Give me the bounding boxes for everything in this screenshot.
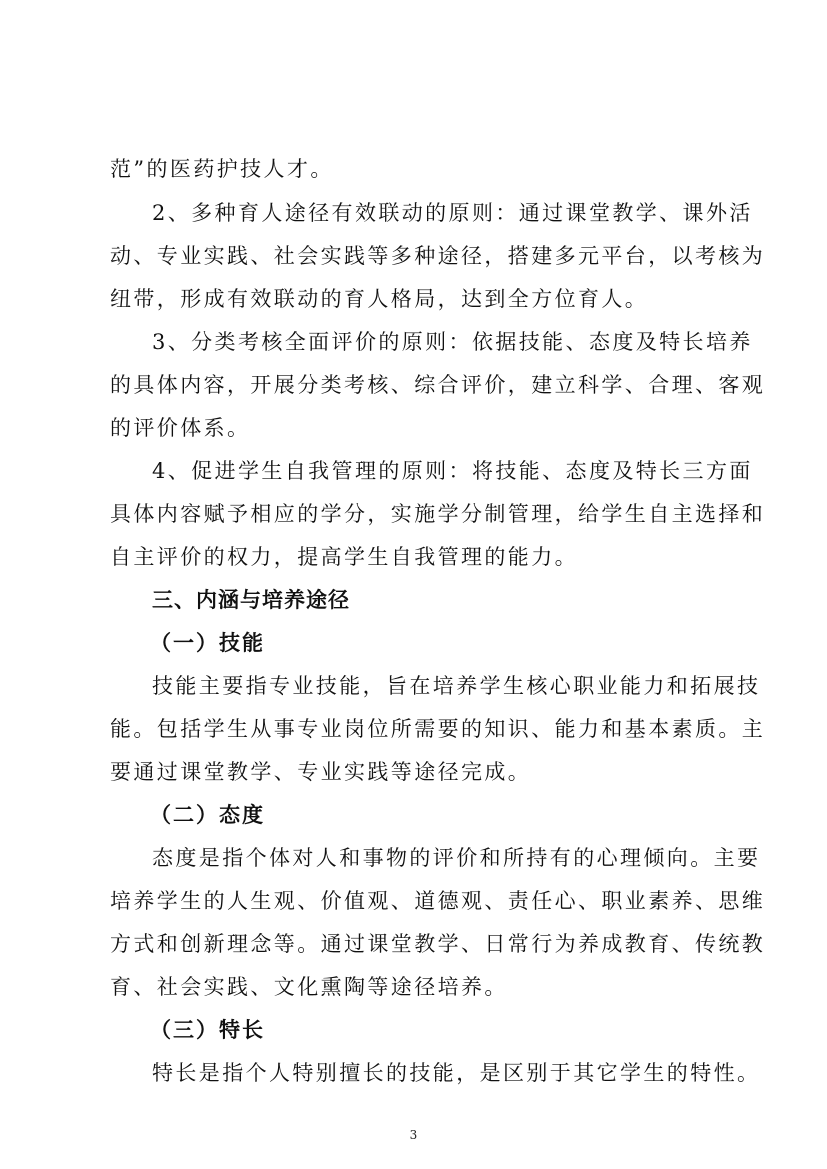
paragraph-line: 的评价体系。 (110, 416, 251, 440)
subsection-heading: （一）技能 (150, 631, 265, 655)
paragraph-line: 的具体内容，开展分类考核、综合评价，建立科学、合理、客观 (110, 373, 766, 397)
paragraph-line: 特长是指个人特别擅长的技能，是区别于其它学生的特性。 (152, 1061, 761, 1085)
paragraph-line: 纽带，形成有效联动的育人格局，达到全方位育人。 (110, 287, 649, 311)
paragraph-line: 态度是指个体对人和事物的评价和所持有的心理倾向。主要 (152, 846, 761, 870)
paragraph-line: 2、多种育人途径有效联动的原则：通过课堂教学、课外活 (152, 201, 753, 225)
section-heading: 三、内涵与培养途径 (152, 588, 350, 612)
paragraph-line: 方式和创新理念等。通过课堂教学、日常行为养成教育、传统教 (110, 932, 766, 956)
paragraph-line: 4、促进学生自我管理的原则：将技能、态度及特长三方面 (152, 459, 753, 483)
paragraph-line: 具体内容赋予相应的学分，实施学分制管理，给学生自主选择和 (110, 502, 766, 526)
page-number: 3 (409, 1128, 418, 1142)
subsection-heading: （二）态度 (150, 803, 265, 827)
paragraph-line: 要通过课堂教学、专业实践等途径完成。 (110, 760, 532, 784)
paragraph-line: 能。包括学生从事专业岗位所需要的知识、能力和基本素质。主 (110, 717, 766, 741)
paragraph-line: 育、社会实践、文化熏陶等途径培养。 (110, 975, 508, 999)
paragraph-line: 技能主要指专业技能，旨在培养学生核心职业能力和拓展技 (152, 674, 761, 698)
paragraph-line: 培养学生的人生观、价值观、道德观、责任心、职业素养、思维 (110, 889, 766, 913)
paragraph-line: 自主评价的权力，提高学生自我管理的能力。 (110, 545, 578, 569)
paragraph-line: 范”的医药护技人才。 (110, 157, 334, 181)
paragraph-line: 动、专业实践、社会实践等多种途径，搭建多元平台，以考核为 (110, 244, 766, 268)
subsection-heading: （三）特长 (150, 1018, 265, 1042)
paragraph-line: 3、分类考核全面评价的原则：依据技能、态度及特长培养 (152, 330, 753, 354)
